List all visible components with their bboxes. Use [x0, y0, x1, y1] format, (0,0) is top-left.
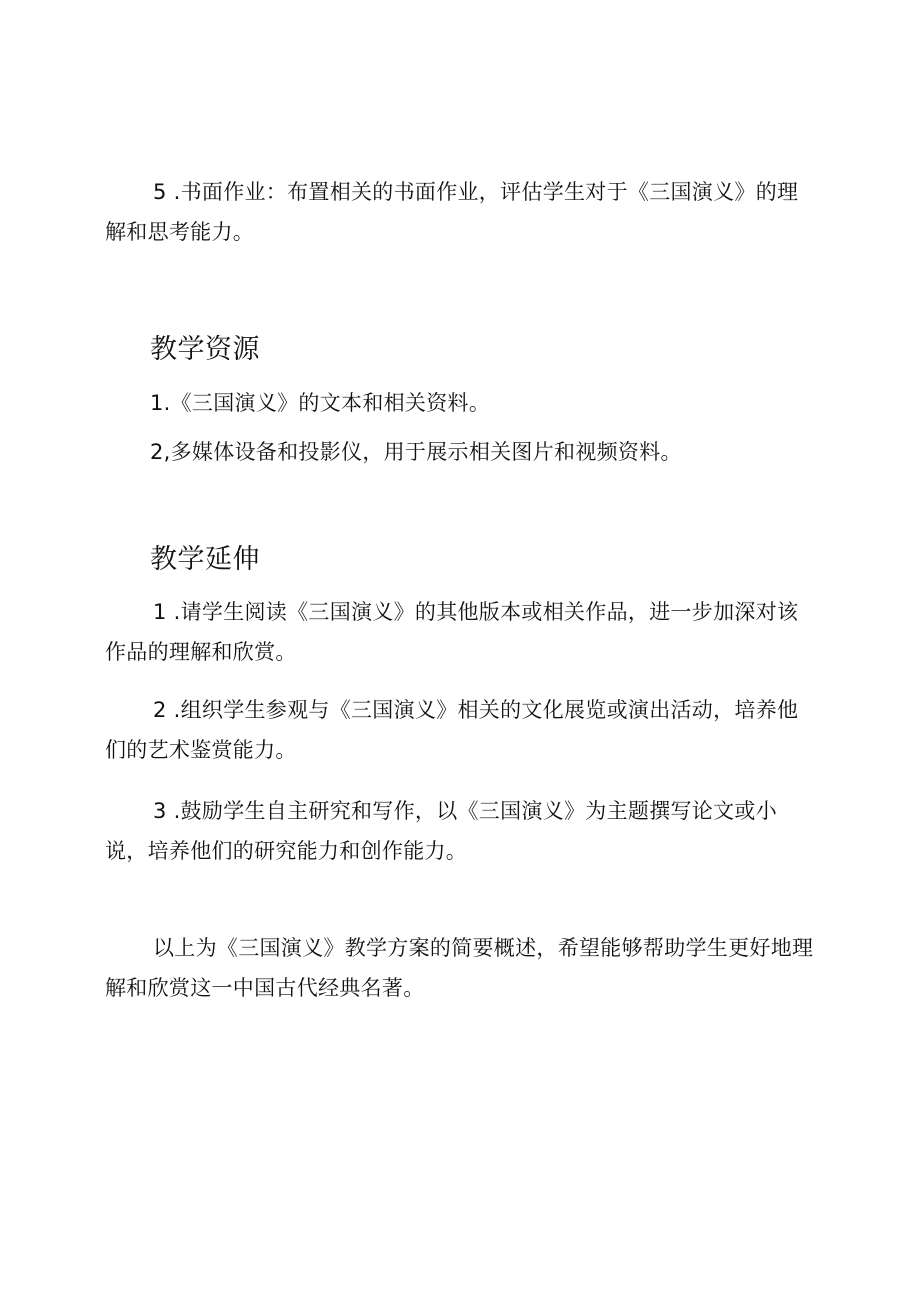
- resources-item-1: [0, 383, 920, 423]
- resources-item-text: 2,多媒体设备和投影仪，用于展示相关图片和视频资料。: [150, 440, 682, 464]
- assignment-line-1: 5 .书面作业：布置相关的书面作业，评估学生对于《三国演义》的理: [153, 180, 799, 204]
- extension-item-1: [0, 592, 920, 672]
- extension-item-2-line-1: 2 .组织学生参观与《三国演义》相关的文化展览或演出活动，培养他: [153, 698, 799, 722]
- extension-item-2: [0, 690, 920, 770]
- resources-item-2: [0, 432, 920, 472]
- conclusion-line-1: 以上为《三国演义》教学方案的简要概述，希望能够帮助学生更好地理: [153, 936, 814, 960]
- conclusion-line-2: 解和欣赏这一中国古代经典名著。: [105, 976, 425, 1000]
- extension-item-text: [0, 592, 920, 672]
- extension-item-2-line-2: 们的艺术鉴赏能力。: [105, 738, 297, 762]
- assignment-paragraph: [0, 172, 920, 252]
- extension-section: [0, 540, 920, 580]
- assignment-line-2: 解和思考能力。: [105, 220, 255, 244]
- resources-heading: 教学资源: [150, 334, 260, 365]
- extension-item-1-line-2: 作品的理解和欣赏。: [105, 640, 297, 664]
- extension-item-text: [0, 791, 920, 871]
- extension-heading: 教学延伸: [150, 544, 260, 575]
- extension-item-3: [0, 791, 920, 871]
- extension-item-1-line-1: 1 .请学生阅读《三国演义》的其他版本或相关作品，进一步加深对该: [153, 600, 799, 624]
- extension-item-text: [0, 690, 920, 770]
- conclusion-text: [0, 928, 920, 1008]
- extension-item-3-line-2: 说，培养他们的研究能力和创作能力。: [105, 839, 468, 863]
- resources-item-text: 1.《三国演义》的文本和相关资料。: [150, 391, 491, 415]
- extension-item-3-line-1: 3 .鼓励学生自主研究和写作，以《三国演义》为主题撰写论文或小: [153, 799, 778, 823]
- conclusion-paragraph: [0, 928, 920, 1008]
- assignment-text: [0, 172, 920, 252]
- resources-section: [0, 330, 920, 370]
